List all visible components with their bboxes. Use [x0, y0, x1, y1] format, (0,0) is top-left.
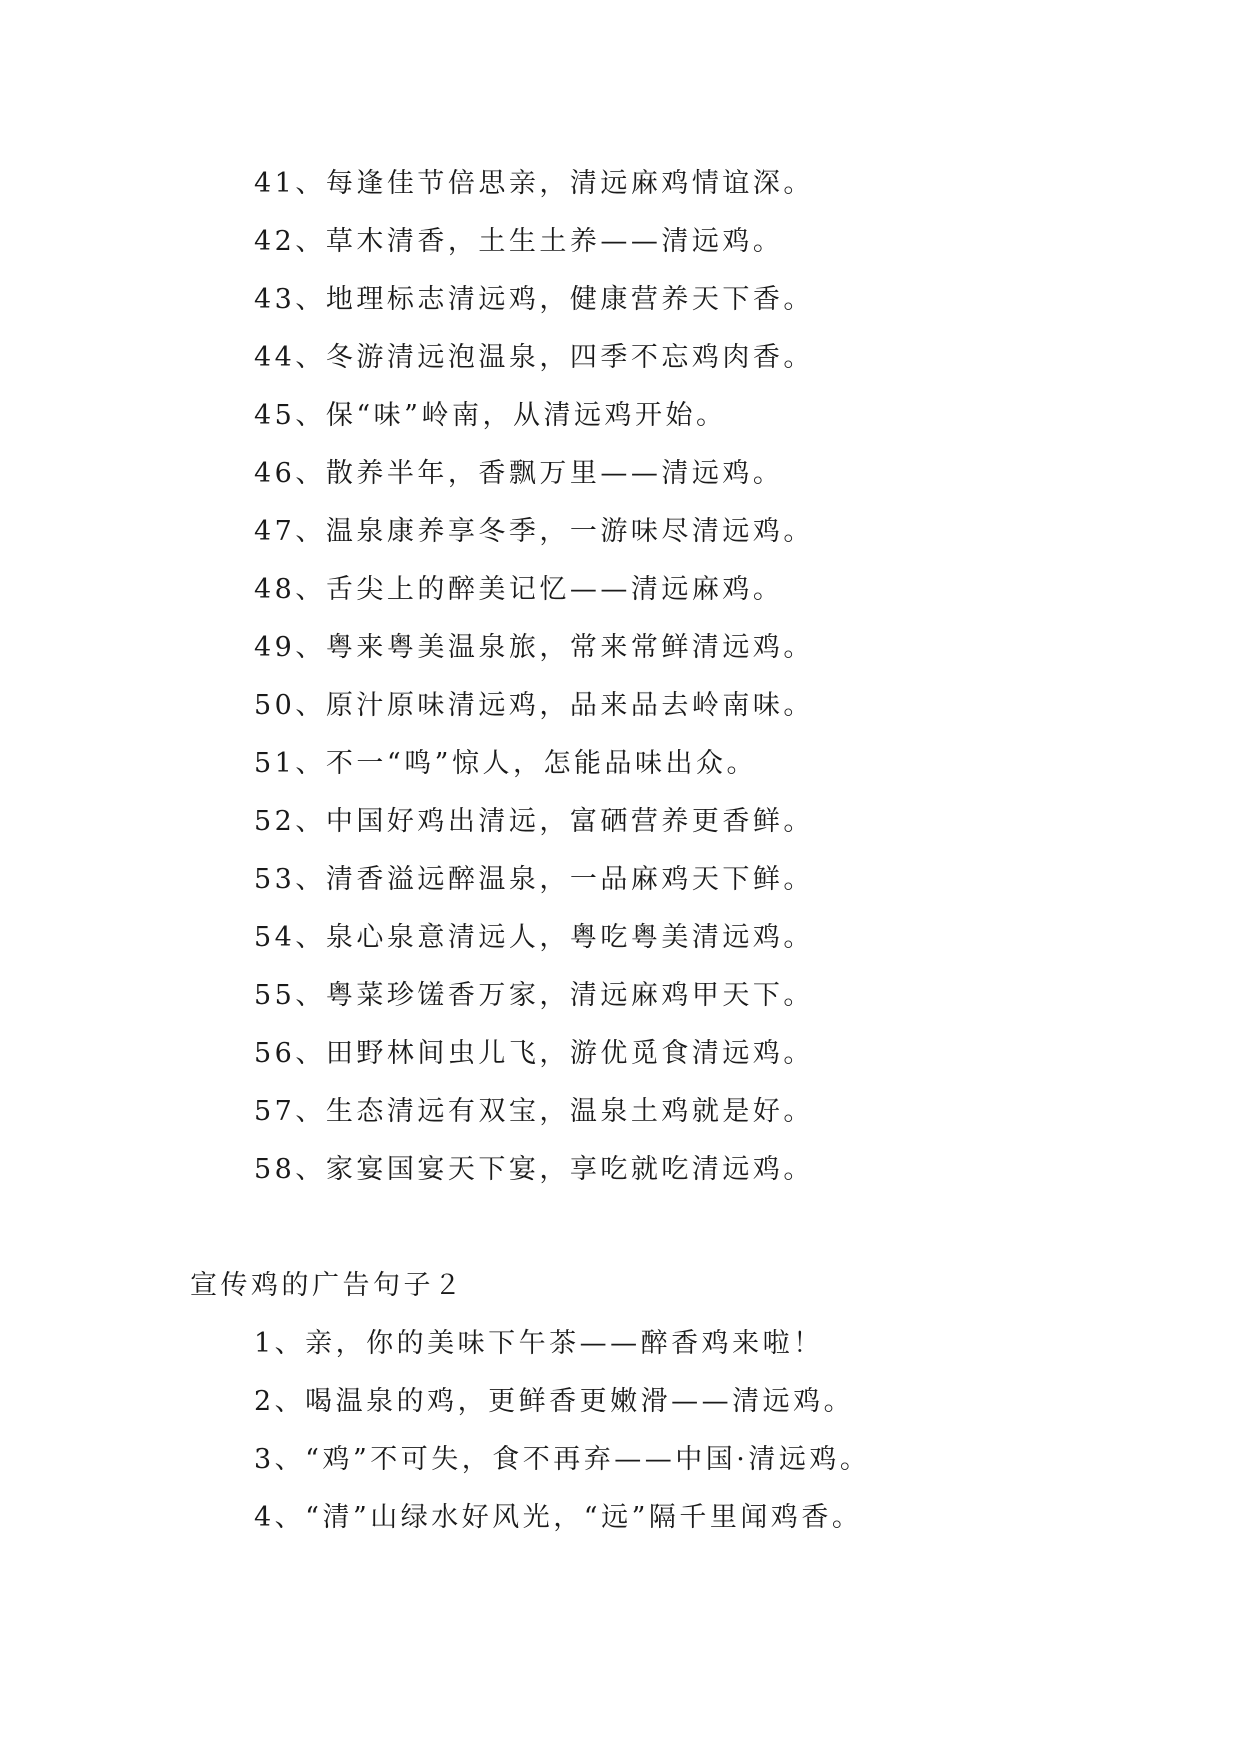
list-item: 4、“清”山绿水好风光，“远”隔千里闻鸡香。 [254, 1502, 863, 1533]
list-item: 43、地理标志清远鸡，健康营养天下香。 [254, 284, 814, 315]
list-item: 2、喝温泉的鸡，更鲜香更嫩滑——清远鸡。 [254, 1386, 855, 1417]
list-item: 47、温泉康养享冬季，一游味尽清远鸡。 [254, 516, 814, 547]
list-item: 46、散养半年，香飘万里——清远鸡。 [254, 458, 784, 489]
list-item: 52、中国好鸡出清远，富硒营养更香鲜。 [254, 806, 814, 837]
list-item: 51、不一“鸣”惊人，怎能品味出众。 [254, 748, 757, 779]
list-item: 49、粤来粤美温泉旅，常来常鲜清远鸡。 [254, 632, 814, 663]
list-item: 56、田野林间虫儿飞，游优觅食清远鸡。 [254, 1038, 814, 1069]
list-item: 48、舌尖上的醉美记忆——清远麻鸡。 [254, 574, 784, 605]
list-item: 1、亲，你的美味下午茶——醉香鸡来啦！ [254, 1328, 824, 1359]
list-item: 50、原汁原味清远鸡，品来品去岭南味。 [254, 690, 814, 721]
list-item: 58、家宴国宴天下宴，享吃就吃清远鸡。 [254, 1154, 814, 1185]
list-item: 57、生态清远有双宝，温泉土鸡就是好。 [254, 1096, 814, 1127]
list-item: 41、每逢佳节倍思亲，清远麻鸡情谊深。 [254, 168, 814, 199]
list-item: 53、清香溢远醉温泉，一品麻鸡天下鲜。 [254, 864, 814, 895]
list-item: 45、保“味”岭南，从清远鸡开始。 [254, 400, 727, 431]
list-item: 44、冬游清远泡温泉，四季不忘鸡肉香。 [254, 342, 814, 373]
list-item: 42、草木清香，土生土养——清远鸡。 [254, 226, 784, 257]
list-item: 55、粤菜珍馐香万家，清远麻鸡甲天下。 [254, 980, 814, 1011]
section-heading: 宣传鸡的广告句子２ [190, 1270, 465, 1301]
list-item: 3、“鸡”不可失，食不再弃——中国·清远鸡。 [254, 1444, 871, 1475]
list-item: 54、泉心泉意清远人，粤吃粤美清远鸡。 [254, 922, 814, 953]
